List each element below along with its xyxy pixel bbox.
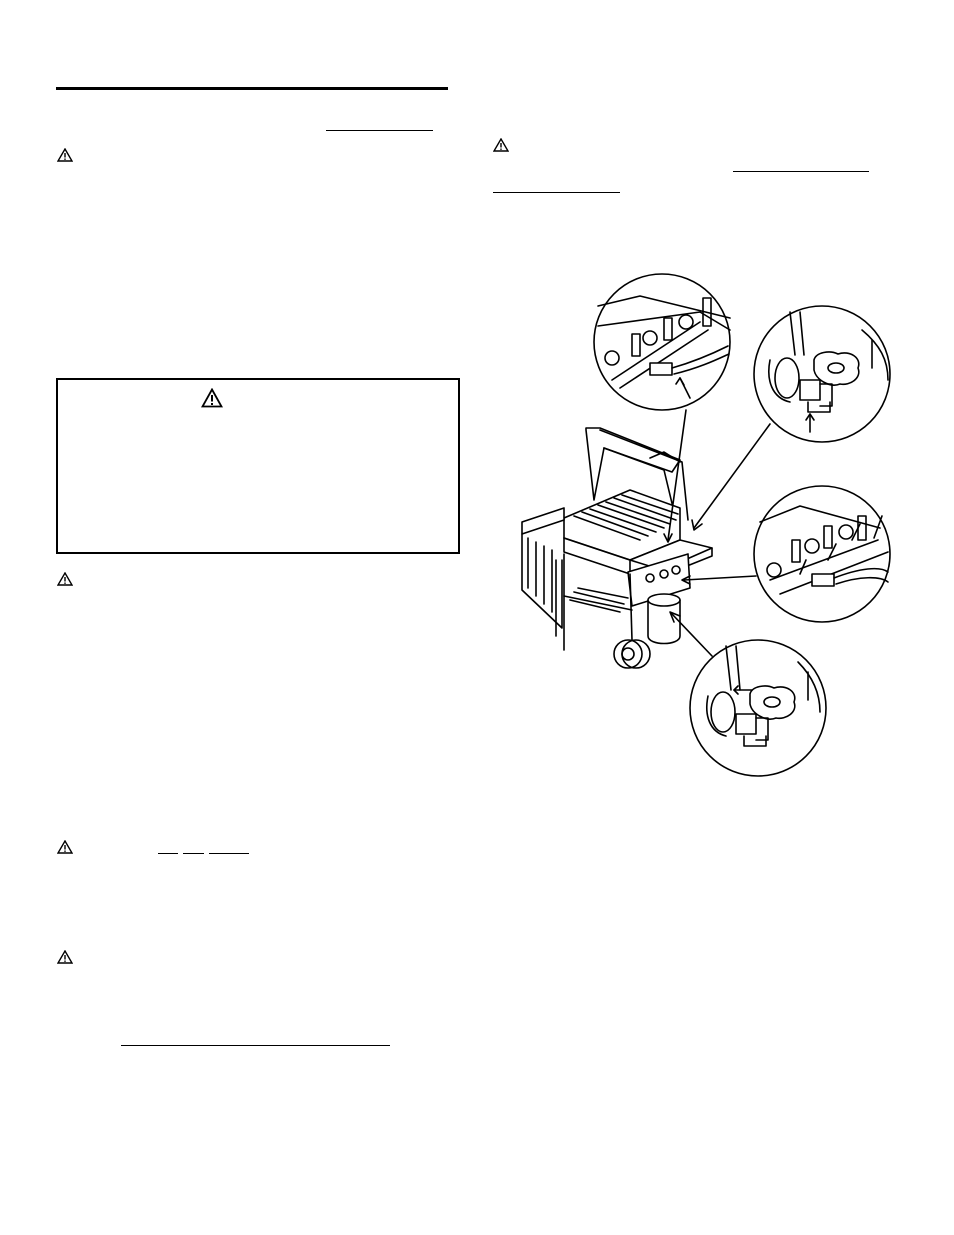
- header-rule: [56, 87, 448, 90]
- warning-triangle-icon: [57, 950, 73, 964]
- underline-1: [326, 130, 433, 131]
- warning-box: [56, 378, 460, 554]
- underline-4: [733, 171, 869, 172]
- underline-2b: [183, 853, 204, 854]
- burner-manifold-detail: [594, 274, 730, 410]
- warning-triangle-icon: [201, 388, 223, 408]
- underline-2c: [209, 853, 249, 854]
- warning-triangle-icon: [57, 148, 73, 162]
- tank-valve-detail-bottom: [690, 640, 826, 776]
- warning-triangle-icon: [57, 572, 73, 586]
- warning-triangle-icon: [57, 840, 73, 854]
- tank-valve-detail-top: [754, 306, 890, 442]
- warning-triangle-icon: [493, 138, 509, 152]
- underline-3: [121, 1045, 390, 1046]
- underline-5: [493, 192, 620, 193]
- grill-body: [522, 428, 712, 668]
- gas-grill-leak-check-illustration: [508, 272, 898, 782]
- burner-valves-detail: [754, 486, 890, 622]
- underline-2a: [158, 853, 178, 854]
